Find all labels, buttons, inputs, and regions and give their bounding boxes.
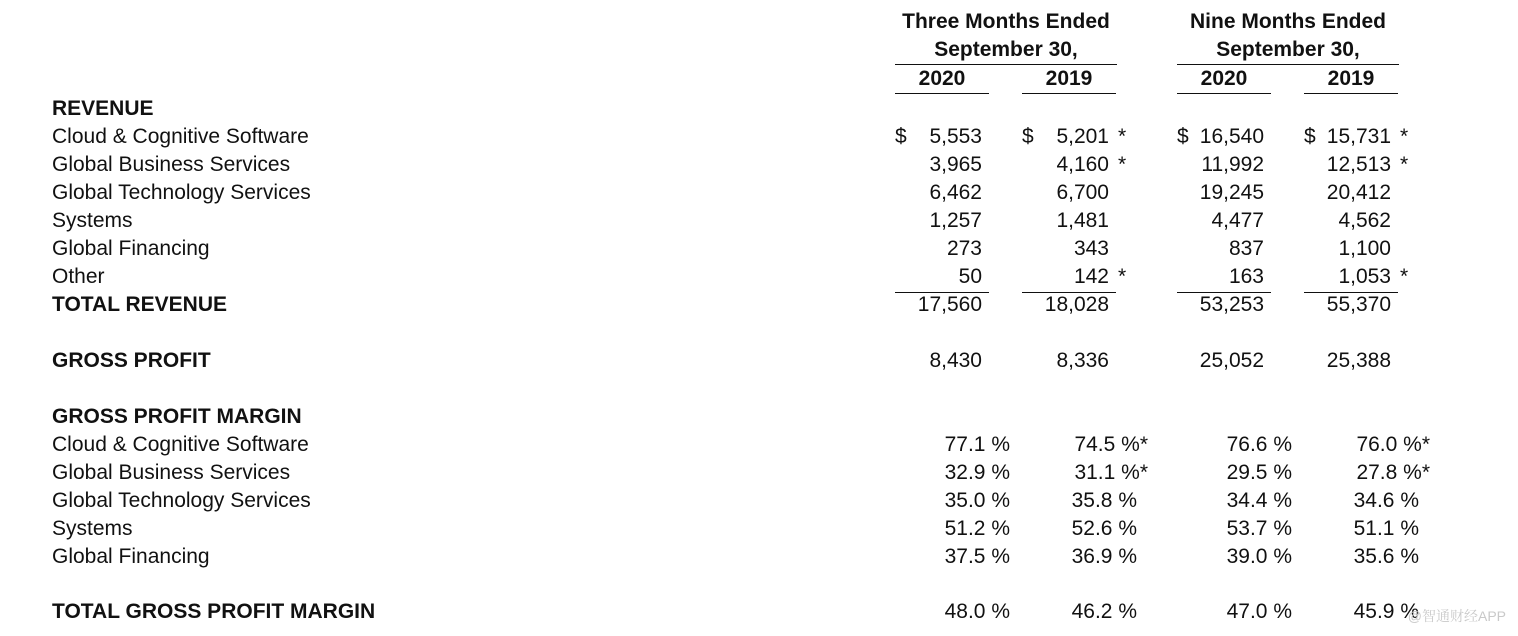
- revenue-value-3m-2020: 5,553: [929, 125, 982, 148]
- gpm-value-9m-2020: 39.0 %: [1226, 545, 1292, 568]
- revised-asterisk: *: [1400, 153, 1409, 176]
- revenue-value-3m-2019: 1,481: [1056, 209, 1109, 232]
- gpm-value-9m-2020: 53.7 %: [1226, 517, 1292, 540]
- revenue-value-9m-2019: 1,100: [1338, 237, 1391, 260]
- revenue-value-9m-2019: 12,513: [1326, 153, 1391, 176]
- revenue-value-3m-2020: 273: [946, 237, 982, 260]
- revenue-value-9m-2020: 4,477: [1211, 209, 1264, 232]
- year-rule-9m-2020: [1177, 93, 1271, 94]
- gpm-value-3m-2019: 74.5 %*: [1074, 433, 1148, 456]
- gpm-value-3m-2020: 35.0 %: [944, 489, 1010, 512]
- gpm-value-3m-2020: 77.1 %: [944, 433, 1010, 456]
- gpm-value-3m-2020: 37.5 %: [944, 545, 1010, 568]
- gpm-value-9m-2019: 27.8 %*: [1356, 461, 1430, 484]
- revenue-value-3m-2020: 1,257: [929, 209, 982, 232]
- header-nine-months-line1: Nine Months Ended: [1190, 10, 1386, 33]
- gpm-value-9m-2020: 34.4 %: [1226, 489, 1292, 512]
- total-gpm-value-9m-2019: 45.9 %: [1353, 600, 1419, 623]
- gpm-value-3m-2019: 31.1 %*: [1074, 461, 1148, 484]
- revised-asterisk: *: [1400, 265, 1409, 288]
- currency-symbol: $: [1177, 125, 1189, 148]
- watermark: @智通财经APP: [1407, 608, 1506, 624]
- header-nine-months-line2: September 30,: [1216, 38, 1360, 61]
- gross-profit-value-3m-2020: 8,430: [929, 349, 982, 372]
- gpm-row-label: Global Technology Services: [52, 489, 311, 512]
- revised-asterisk: *: [1118, 265, 1127, 288]
- total-revenue-value-3m-2020: 17,560: [917, 293, 982, 316]
- revenue-value-9m-2020: 16,540: [1199, 125, 1264, 148]
- year-header-3m-2019: 2019: [1045, 67, 1093, 90]
- gpm-row-label: Global Financing: [52, 545, 210, 568]
- gpm-value-9m-2019: 35.6 %: [1353, 545, 1419, 568]
- year-rule-9m-2019: [1304, 93, 1398, 94]
- revised-asterisk: *: [1118, 153, 1127, 176]
- section-gross-profit-margin: GROSS PROFIT MARGIN: [52, 405, 302, 428]
- section-total-revenue: TOTAL REVENUE: [52, 293, 228, 316]
- section-total-gross-profit-margin: TOTAL GROSS PROFIT MARGIN: [52, 600, 376, 623]
- gpm-value-3m-2019: 52.6 %: [1071, 517, 1137, 540]
- total-gpm-value-3m-2019: 46.2 %: [1071, 600, 1137, 623]
- revenue-value-9m-2019: 1,053: [1338, 265, 1391, 288]
- header-rule-nine-months: [1177, 64, 1399, 65]
- revenue-row-label: Other: [52, 265, 105, 288]
- total-gpm-value-3m-2020: 48.0 %: [944, 600, 1010, 623]
- revenue-value-3m-2020: 50: [958, 265, 982, 288]
- revenue-value-3m-2019: 343: [1073, 237, 1109, 260]
- revenue-row-label: Cloud & Cognitive Software: [52, 125, 309, 148]
- revenue-value-9m-2019: 15,731: [1326, 125, 1391, 148]
- revenue-value-3m-2019: 4,160: [1056, 153, 1109, 176]
- year-rule-3m-2020: [895, 93, 989, 94]
- gross-profit-value-9m-2019: 25,388: [1326, 349, 1391, 372]
- revenue-value-9m-2019: 20,412: [1326, 181, 1391, 204]
- year-rule-3m-2019: [1022, 93, 1116, 94]
- currency-symbol: $: [1022, 125, 1034, 148]
- header-three-months-line2: September 30,: [934, 38, 1078, 61]
- gpm-row-label: Cloud & Cognitive Software: [52, 433, 309, 456]
- total-revenue-value-9m-2019: 55,370: [1326, 293, 1391, 316]
- revenue-value-3m-2019: 6,700: [1056, 181, 1109, 204]
- gpm-row-label: Global Business Services: [52, 461, 291, 484]
- gpm-value-3m-2020: 32.9 %: [944, 461, 1010, 484]
- total-gpm-value-9m-2020: 47.0 %: [1226, 600, 1292, 623]
- year-header-3m-2020: 2020: [918, 67, 966, 90]
- header-three-months-line1: Three Months Ended: [902, 10, 1110, 33]
- gpm-value-9m-2019: 34.6 %: [1353, 489, 1419, 512]
- revised-asterisk: *: [1118, 125, 1127, 148]
- gpm-row-label: Systems: [52, 517, 133, 540]
- revenue-value-9m-2019: 4,562: [1338, 209, 1391, 232]
- gpm-value-9m-2020: 29.5 %: [1226, 461, 1292, 484]
- header-rule-three-months: [895, 64, 1117, 65]
- revenue-value-3m-2020: 6,462: [929, 181, 982, 204]
- revenue-value-9m-2020: 11,992: [1201, 153, 1264, 176]
- gpm-value-9m-2019: 51.1 %: [1353, 517, 1419, 540]
- revenue-row-label: Systems: [52, 209, 133, 232]
- revenue-row-label: Global Technology Services: [52, 181, 311, 204]
- currency-symbol: $: [1304, 125, 1316, 148]
- revenue-value-3m-2020: 3,965: [929, 153, 982, 176]
- gross-profit-value-3m-2019: 8,336: [1056, 349, 1109, 372]
- total-revenue-value-9m-2020: 53,253: [1199, 293, 1264, 316]
- revenue-value-9m-2020: 163: [1228, 265, 1264, 288]
- revenue-row-label: Global Financing: [52, 237, 210, 260]
- gpm-value-9m-2020: 76.6 %: [1226, 433, 1292, 456]
- revenue-value-3m-2019: 5,201: [1056, 125, 1109, 148]
- revenue-value-3m-2019: 142: [1073, 265, 1109, 288]
- revenue-value-9m-2020: 837: [1228, 237, 1264, 260]
- total-revenue-value-3m-2019: 18,028: [1044, 293, 1109, 316]
- currency-symbol: $: [895, 125, 907, 148]
- gross-profit-value-9m-2020: 25,052: [1199, 349, 1264, 372]
- section-gross-profit: GROSS PROFIT: [52, 349, 211, 372]
- revenue-value-9m-2020: 19,245: [1199, 181, 1264, 204]
- gpm-value-3m-2019: 35.8 %: [1071, 489, 1137, 512]
- revised-asterisk: *: [1400, 125, 1409, 148]
- year-header-9m-2020: 2020: [1200, 67, 1248, 90]
- gpm-value-9m-2019: 76.0 %*: [1356, 433, 1430, 456]
- section-revenue: REVENUE: [52, 97, 154, 120]
- year-header-9m-2019: 2019: [1327, 67, 1375, 90]
- gpm-value-3m-2020: 51.2 %: [944, 517, 1010, 540]
- gpm-value-3m-2019: 36.9 %: [1071, 545, 1137, 568]
- revenue-row-label: Global Business Services: [52, 153, 291, 176]
